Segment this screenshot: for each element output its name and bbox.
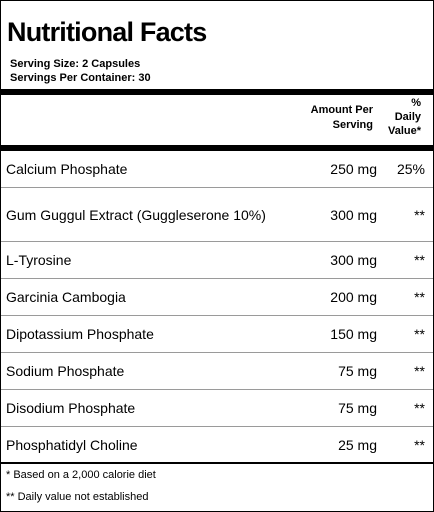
panel-title: Nutritional Facts xyxy=(7,17,207,47)
table-row xyxy=(1,427,433,462)
footnote-daily-value: ** Daily value not established xyxy=(6,491,149,503)
dv-header-line1: % xyxy=(411,97,421,109)
dv-header-line3: Value* xyxy=(387,125,421,137)
serving-size: Serving Size: 2 Capsules xyxy=(10,58,141,70)
nutrient-name: Sodium Phosphate xyxy=(6,363,125,379)
nutrient-amount: 75 mg xyxy=(338,363,377,379)
amount-header-line1: Amount Per xyxy=(310,104,373,116)
table-row xyxy=(1,316,433,353)
nutrient-table xyxy=(1,151,433,462)
nutrient-daily-value: ** xyxy=(414,326,425,342)
nutrient-daily-value: ** xyxy=(414,400,425,416)
amount-per-serving-header xyxy=(283,103,373,133)
amount-header-line2: Serving xyxy=(332,119,373,131)
table-row xyxy=(1,151,433,188)
nutrient-daily-value: ** xyxy=(414,252,425,268)
top-divider xyxy=(1,89,433,95)
table-row xyxy=(1,242,433,279)
nutrient-amount: 300 mg xyxy=(330,252,377,268)
nutrient-name: L-Tyrosine xyxy=(6,252,72,268)
nutrient-daily-value: ** xyxy=(414,436,425,453)
table-row xyxy=(1,353,433,390)
nutrient-amount: 250 mg xyxy=(330,161,377,177)
nutrient-name: Gum Guggul Extract (Guggleserone 10%) xyxy=(6,206,266,223)
nutrient-name: Calcium Phosphate xyxy=(6,161,128,177)
nutrient-daily-value: ** xyxy=(414,206,425,223)
daily-value-header xyxy=(377,96,421,138)
nutrient-amount: 75 mg xyxy=(338,400,377,416)
nutrient-daily-value: 25% xyxy=(396,161,425,177)
nutrient-amount: 150 mg xyxy=(330,326,377,342)
nutrient-name: Disodium Phosphate xyxy=(6,400,136,416)
nutrient-daily-value: ** xyxy=(414,363,425,379)
dv-header-line2: Daily xyxy=(394,111,421,123)
footer-divider xyxy=(1,462,433,464)
nutrient-daily-value: ** xyxy=(414,289,425,305)
nutrient-amount: 300 mg xyxy=(330,206,377,223)
nutrient-amount: 200 mg xyxy=(330,289,377,305)
nutrient-amount: 25 mg xyxy=(338,436,377,453)
table-row xyxy=(1,279,433,316)
nutrient-name: Garcinia Cambogia xyxy=(6,289,126,305)
nutrient-name: Phosphatidyl Choline xyxy=(6,436,138,453)
footnote-calorie-diet: * Based on a 2,000 calorie diet xyxy=(6,469,156,481)
nutrient-name: Dipotassium Phosphate xyxy=(6,326,154,342)
table-row xyxy=(1,188,433,242)
table-row xyxy=(1,390,433,427)
servings-per-container: Servings Per Container: 30 xyxy=(10,72,151,84)
